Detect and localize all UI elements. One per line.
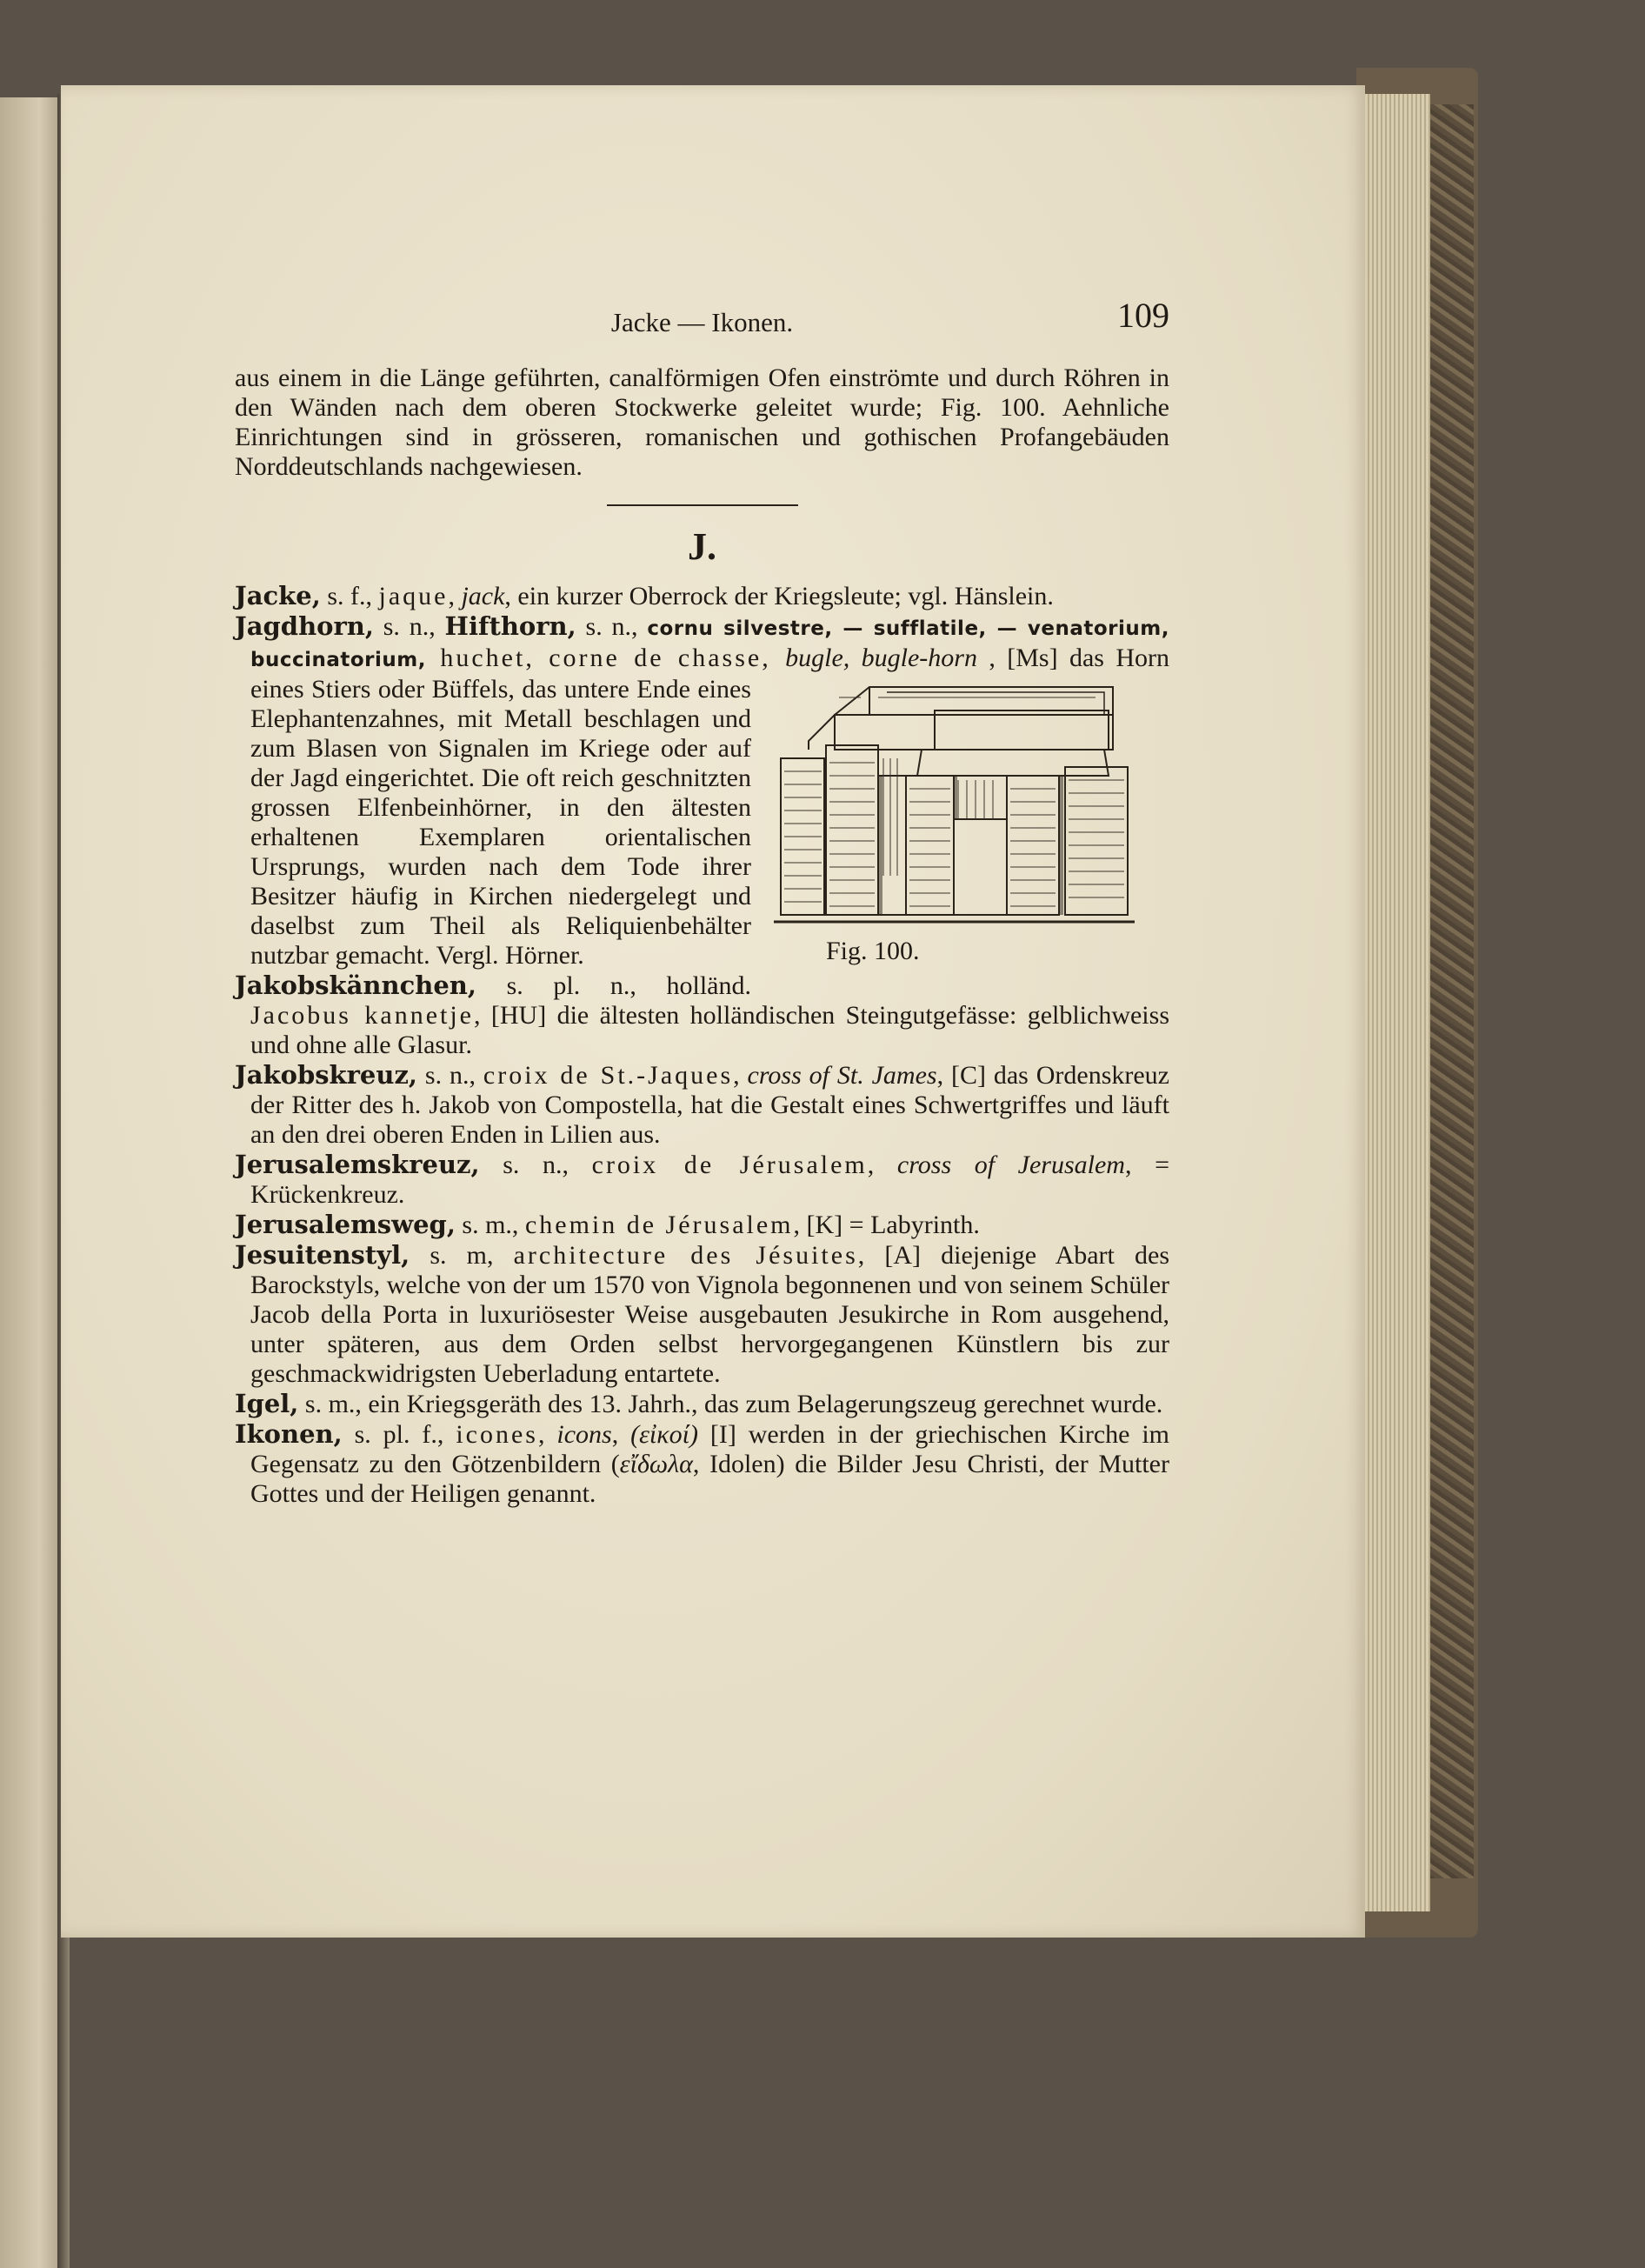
section-letter: J. [688, 525, 716, 568]
book-page [61, 85, 1365, 1938]
page-header [235, 296, 1169, 348]
entry-jerusalemskreuz [235, 1150, 1169, 1210]
entry-jacke [235, 581, 1169, 611]
figure-100 [774, 680, 1169, 966]
definition: , = Krückenkreuz. [250, 1151, 1170, 1209]
headword: Jakobskännchen, [235, 971, 476, 1000]
definition: , [HU] die ältesten holländischen Steingutgefässe: gelblichweiss und ohne alle Glasur. [250, 1001, 1169, 1059]
grammar: s. m, [410, 1241, 514, 1270]
definition: [I] werden in der griechischen Kirche im Gegensatz zu den Götzenbildern ( [250, 1420, 1170, 1478]
separator: , [448, 582, 462, 610]
headword: Jagdhorn, [235, 611, 374, 641]
grammar: s. n., [417, 1061, 483, 1090]
grammar: s. n., [373, 612, 445, 641]
grammar: s. f., [320, 582, 379, 610]
grammar: s. n., [479, 1151, 592, 1179]
english-term: icons [556, 1420, 612, 1449]
grammar-2: s. n., [576, 612, 648, 641]
grammar: s. pl. n., holländ. [476, 971, 751, 1000]
headword: Jerusalemsweg, [235, 1210, 456, 1239]
english-term: cross of St. James [747, 1061, 937, 1090]
headword: Jakobskreuz, [235, 1060, 418, 1090]
entry-ikonen [235, 1419, 1169, 1509]
grammar: s. pl. f., [342, 1420, 456, 1449]
entry-jesuitenstyl [235, 1240, 1169, 1389]
latin-term: icones [456, 1420, 538, 1449]
grammar: s. m., [455, 1211, 525, 1239]
definition: , [K] = Labyrinth. [793, 1211, 980, 1239]
page-number: 109 [1117, 296, 1169, 335]
page-content [235, 296, 1170, 1509]
entry-jagdhorn [235, 611, 1169, 971]
english-term: cross of Jerusalem [896, 1151, 1125, 1179]
separator: , [867, 1151, 897, 1179]
entry-igel [235, 1389, 1169, 1419]
entry-jakobskaennchen [235, 971, 1169, 1060]
entry-jakobskreuz [235, 1060, 1169, 1150]
french-term: jaque [378, 582, 449, 610]
definition: , ein kurzer Oberrock der Kriegsleute; vgl. Hänslein. [504, 582, 1054, 610]
greek-term-2: εἴδωλα [619, 1450, 693, 1478]
figure-caption: Fig. 100. [826, 937, 920, 965]
definition-2: , Idolen) die Bilder Jesu Christi, der Mutter Gottes und der Heiligen genannt. [250, 1450, 1169, 1508]
headword: Jacke, [235, 581, 321, 610]
french-term: architecture des Jésuites [513, 1241, 858, 1270]
english-term: jack [461, 582, 505, 610]
headword: Jesuitenstyl, [235, 1240, 410, 1270]
definition: s. m., ein Kriegsgeräth des 13. Jahrh., das zum Belagerungszeug gerechnet wurde. [298, 1390, 1163, 1418]
headword: Jerusalemskreuz, [235, 1150, 480, 1179]
entry-jerusalemsweg [235, 1210, 1169, 1240]
left-page-edge [0, 97, 66, 2268]
running-head: Jacke — Ikonen. [610, 307, 794, 337]
dutch-term: Jacobus kannetje [250, 1001, 474, 1030]
intro-paragraph: aus einem in die Länge geführten, canalförmigen Ofen einströmte und durch Röhren in den Wänden nach dem oberen Stockwerke geleitet wurde; Fig. 100. Aehnliche Einrichtungen sind in grösseren, romanischen und gothischen Profangebäuden Norddeutschlands nachgewiesen. [235, 364, 1169, 481]
greek-term: (εἰκοί) [630, 1420, 698, 1449]
french-term: huchet, corne de chasse, [425, 644, 786, 672]
separator: , [537, 1420, 557, 1449]
english-term: bugle, bugle-horn [785, 644, 977, 672]
latin-term: cornu silvestre, — sufflatile, — venatorium, buccinatorium, [250, 617, 1169, 671]
definition: , [Ms] das Horn eines Stiers oder Büffels, das untere Ende eines Elephantenzahnes, mit Metall beschlagen und zum Blasen von Signalen im Kriege oder auf der Jagd eingerichtet. Die oft reich geschnitzten grossen Elfenbeinhörner, in den ältesten erhaltenen Exemplaren orientalischen Ursprungs, wurden nach dem Tode ihrer Besitzer häufig in Kirchen niedergelegt und daselbst zum Theil als Reliquienbehälter nutzbar gemacht. Vergl. Hörner. [250, 644, 1170, 970]
french-term: chemin de Jérusalem [524, 1211, 794, 1239]
headword: Igel, [235, 1389, 299, 1418]
definition: , [C] das Ordenskreuz der Ritter des h. Jakob von Compostella, hat die Gestalt eines Schwertgriffes und läuft an den drei oberen Enden in Lilien aus. [250, 1061, 1170, 1149]
separator: , [733, 1061, 748, 1090]
headword-2: Hifthorn, [444, 611, 576, 641]
separator-2: , [611, 1420, 631, 1449]
section-divider [607, 504, 798, 506]
definition: , [A] diejenige Abart des Barockstyls, welche von der um 1570 von Vignola begonnenen und von seinem Schüler Jacob della Porta in luxuriösester Weise ausgebauten Jesukirche in Rom ausgehend, unter späteren, aus dem Orden selbst hervorgegangenen Künstlern bis zur geschmackwidrigsten Ueberladung entartete. [250, 1241, 1169, 1388]
french-term: croix de St.-Jaques [483, 1061, 734, 1090]
headword: Ikonen, [235, 1419, 343, 1449]
hypocaust-illustration [774, 680, 1169, 937]
page-edges [1361, 94, 1430, 1911]
french-term: croix de Jérusalem [591, 1151, 868, 1179]
